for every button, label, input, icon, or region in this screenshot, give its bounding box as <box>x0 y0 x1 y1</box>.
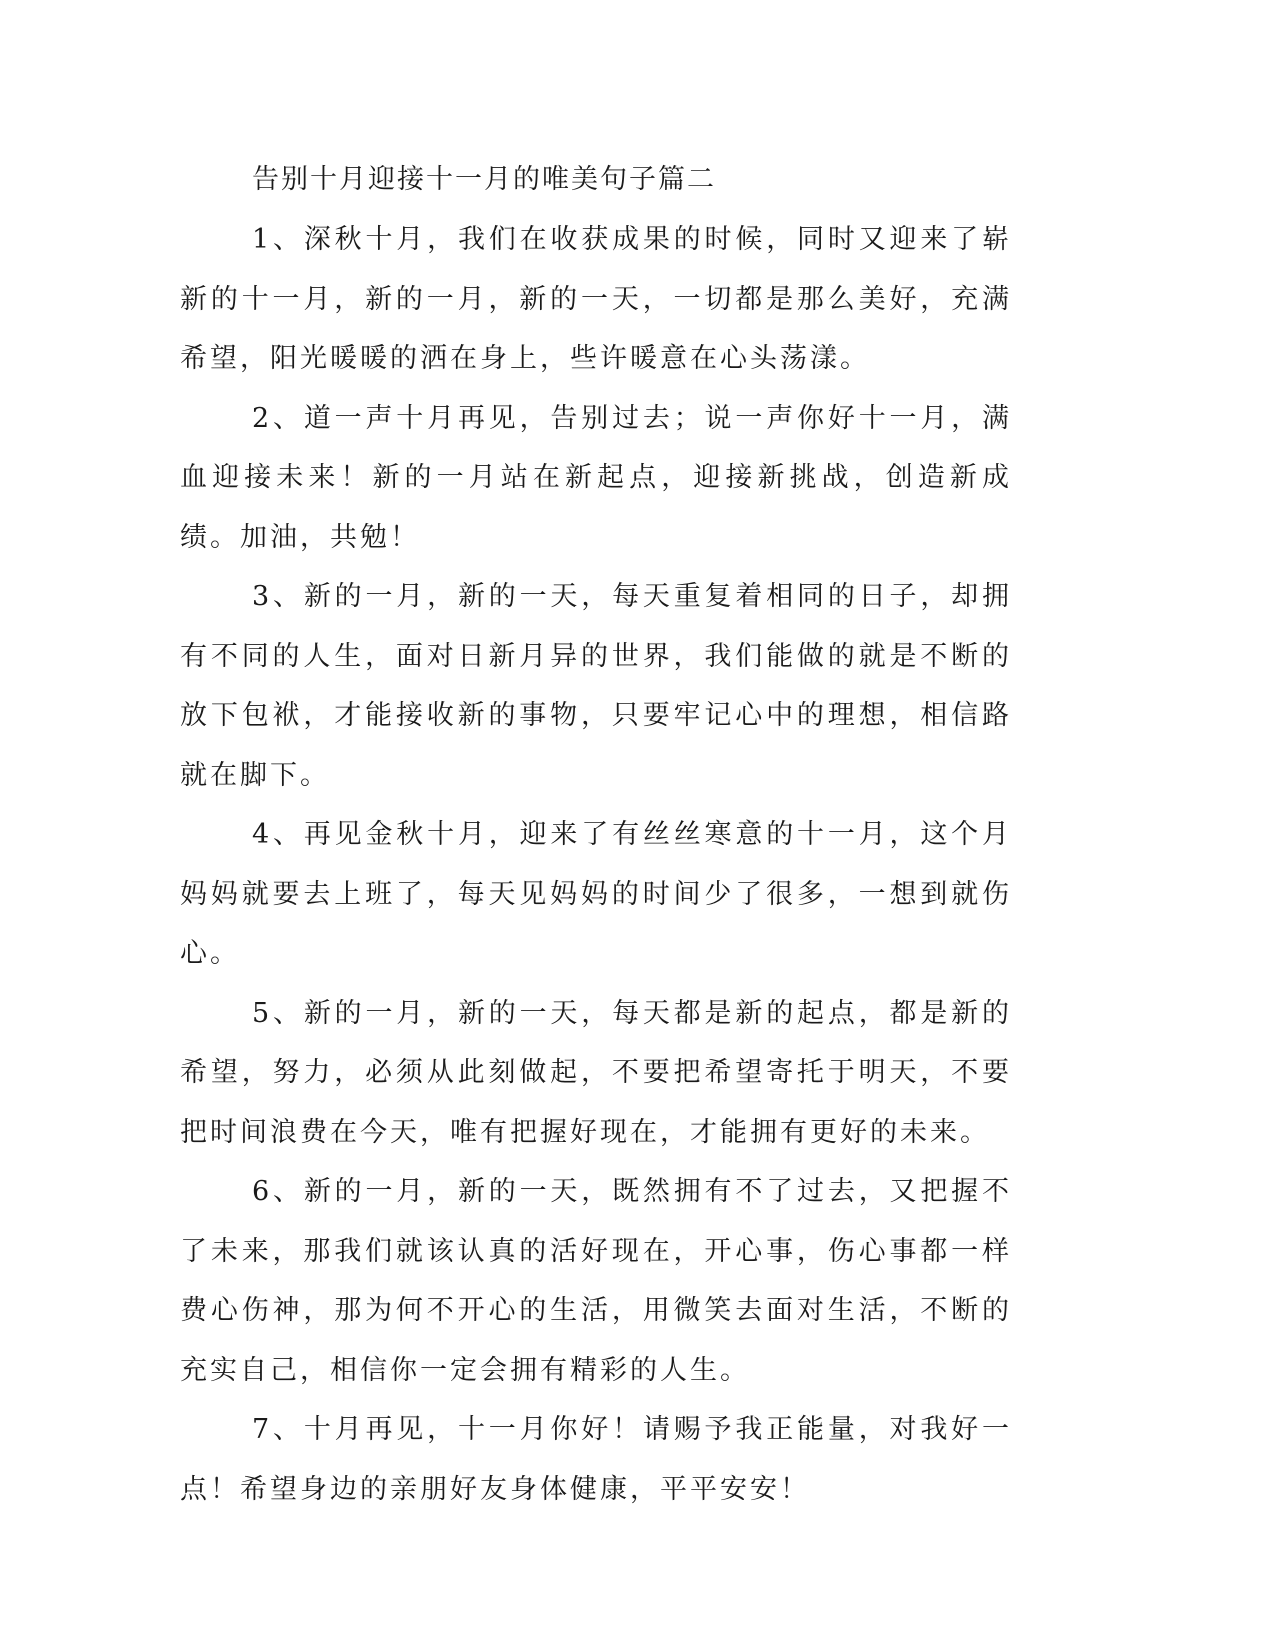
paragraph-5: 5、新的一月，新的一天，每天都是新的起点，都是新的希望，努力，必须从此刻做起，不要把希望寄托于明天，不要把时间浪费在今天，唯有把握好现在，才能拥有更好的未来。 <box>180 997 1012 1148</box>
paragraph-3: 3、新的一月，新的一天，每天重复着相同的日子，却拥有不同的人生，面对日新月异的世界，我们能做的就是不断的放下包袱，才能接收新的事物，只要牢记心中的理想，相信路就在脚下。 <box>180 581 1012 791</box>
paragraph-6: 6、新的一月，新的一天，既然拥有不了过去，又把握不了未来，那我们就该认真的活好现在，开心事，伤心事都一样费心伤神，那为何不开心的生活，用微笑去面对生活，不断的充实自己，相信你一定会拥有精彩的人生。 <box>180 1176 1012 1386</box>
document-title: 告别十月迎接十一月的唯美句子篇二 <box>252 164 716 195</box>
paragraph-4: 4、再见金秋十月，迎来了有丝丝寒意的十一月，这个月妈妈就要去上班了，每天见妈妈的时间少了很多，一想到就伤心。 <box>180 819 1012 969</box>
document-page <box>180 150 1012 1519</box>
paragraph-7: 7、十月再见，十一月你好！请赐予我正能量，对我好一点！希望身边的亲朋好友身体健康，平平安安！ <box>180 1414 1012 1505</box>
paragraph-2: 2、道一声十月再见，告别过去；说一声你好十一月，满血迎接未来！新的一月站在新起点，迎接新挑战，创造新成绩。加油，共勉！ <box>180 402 1012 553</box>
paragraph-1: 1、深秋十月，我们在收获成果的时候，同时又迎来了崭新的十一月，新的一月，新的一天，一切都是那么美好，充满希望，阳光暖暖的洒在身上，些许暖意在心头荡漾。 <box>180 224 1012 374</box>
